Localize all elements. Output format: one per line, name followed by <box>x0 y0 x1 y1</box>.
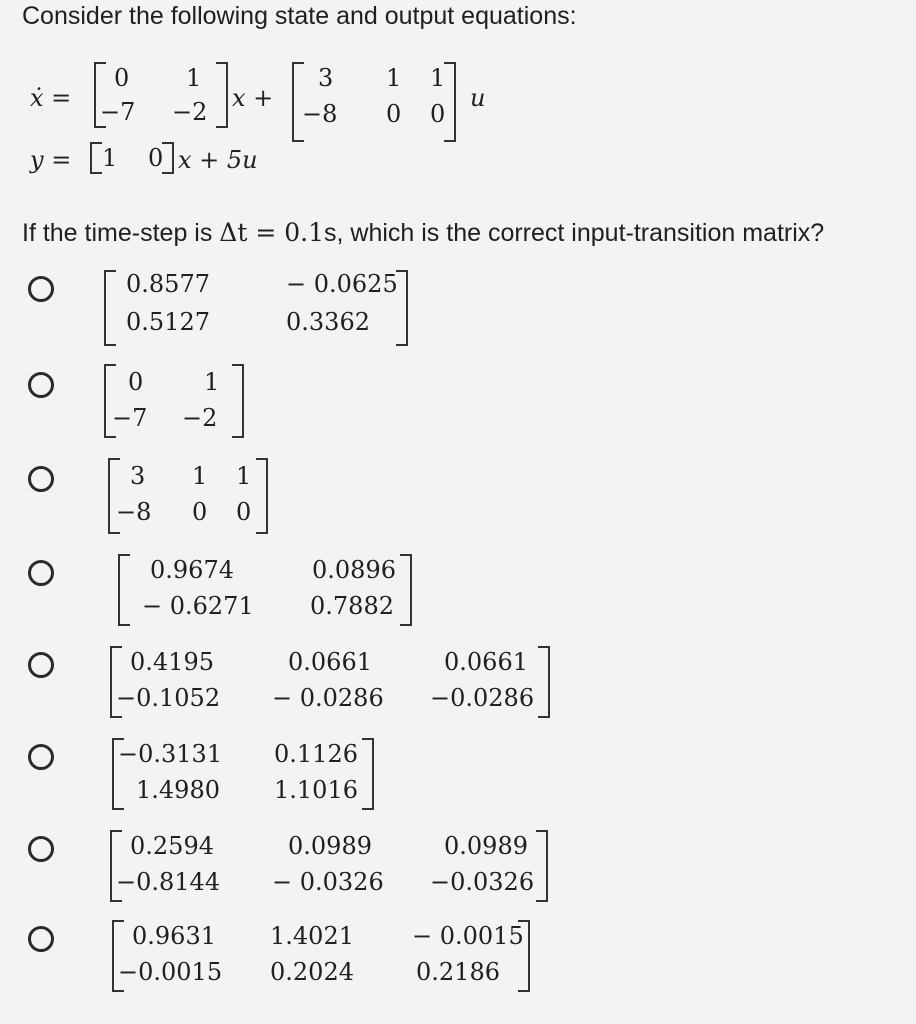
option-matrix <box>104 270 408 346</box>
option-matrix <box>110 830 548 902</box>
option-cell: 0.7882 <box>310 592 394 620</box>
option-cell: 0 <box>236 498 252 526</box>
option-cell: 0.0661 <box>444 648 528 676</box>
option-cell: 1.1016 <box>274 776 358 804</box>
matrix-b-cell: 0 <box>386 100 402 128</box>
option-cell: 0 <box>128 368 144 396</box>
option-cell: 0.5127 <box>126 308 210 336</box>
option-cell: 0.3362 <box>286 308 370 336</box>
option-cell: −0.0015 <box>118 958 223 986</box>
option-cell: 0.2024 <box>270 958 354 986</box>
option-matrix <box>112 920 530 992</box>
question-math: Δt = 0.1 <box>219 218 324 247</box>
x-plus: x + <box>232 84 274 112</box>
option-radio[interactable] <box>28 276 54 302</box>
option-cell: 1 <box>204 368 220 396</box>
option-cell: −0.0286 <box>430 684 535 712</box>
matrix-b-cell: 1 <box>386 64 402 92</box>
option-matrix <box>112 738 374 810</box>
option-cell: 0.0896 <box>312 556 396 584</box>
option-cell: −7 <box>112 404 148 432</box>
option-cell: 1.4021 <box>270 922 354 950</box>
option-cell: 1 <box>236 462 252 490</box>
option-matrix <box>110 646 550 718</box>
option-cell: −0.1052 <box>116 684 221 712</box>
u-label: u <box>470 84 486 112</box>
question-before: If the time-step is <box>22 219 220 247</box>
option-cell: 0.9674 <box>150 556 234 584</box>
option-radio[interactable] <box>28 372 54 398</box>
matrix-c-cell: 1 <box>102 144 118 172</box>
option-cell: 0.0989 <box>444 832 528 860</box>
option-cell: 1.4980 <box>136 776 220 804</box>
option-cell: −8 <box>116 498 152 526</box>
matrix-a-cell: −7 <box>100 98 136 126</box>
option-cell: −0.0326 <box>430 868 535 896</box>
option-cell: 0.1126 <box>274 740 358 768</box>
matrix-b-cell: 0 <box>430 100 446 128</box>
xdot-label: ẋ = <box>30 84 72 112</box>
prompt-text: Consider the following state and output equations: <box>22 2 577 30</box>
option-cell: −2 <box>182 404 218 432</box>
matrix-a-cell: 0 <box>114 64 130 92</box>
option-cell: − 0.0326 <box>272 868 384 896</box>
matrix-a-cell: −2 <box>172 98 208 126</box>
option-cell: −0.3131 <box>118 740 223 768</box>
option-cell: 1 <box>192 462 208 490</box>
option-cell: − 0.0625 <box>286 270 398 298</box>
matrix-c-cell: 0 <box>148 144 164 172</box>
option-radio[interactable] <box>28 466 54 492</box>
matrix-b-cell: −8 <box>302 100 338 128</box>
option-cell: 0.4195 <box>130 648 214 676</box>
option-radio[interactable] <box>28 744 54 770</box>
matrix-a <box>94 62 228 128</box>
option-radio[interactable] <box>28 836 54 862</box>
option-radio[interactable] <box>28 652 54 678</box>
y-rhs: x + 5u <box>178 146 258 174</box>
matrix-b <box>292 62 456 142</box>
option-cell: −0.8144 <box>116 868 221 896</box>
option-matrix <box>104 364 244 438</box>
option-cell: 0.2186 <box>416 958 500 986</box>
option-cell: 0.0989 <box>288 832 372 860</box>
option-cell: 0.2594 <box>130 832 214 860</box>
matrix-a-cell: 1 <box>186 64 202 92</box>
option-radio[interactable] <box>28 926 54 952</box>
option-cell: 3 <box>130 462 146 490</box>
option-cell: 0.8577 <box>126 270 210 298</box>
matrix-b-cell: 1 <box>430 64 446 92</box>
option-matrix <box>118 554 412 626</box>
option-cell: 0.0661 <box>288 648 372 676</box>
option-cell: − 0.0015 <box>412 922 524 950</box>
option-cell: 0 <box>192 498 208 526</box>
option-cell: − 0.6271 <box>142 592 254 620</box>
matrix-b-cell: 3 <box>318 64 334 92</box>
option-cell: − 0.0286 <box>272 684 384 712</box>
question-text <box>22 218 824 248</box>
option-matrix <box>108 458 268 534</box>
matrix-c <box>90 142 174 174</box>
question-after: s, which is the correct input-transition matrix? <box>324 219 825 247</box>
option-cell: 0.9631 <box>132 922 216 950</box>
option-radio[interactable] <box>28 560 54 586</box>
y-label: y = <box>30 146 72 174</box>
